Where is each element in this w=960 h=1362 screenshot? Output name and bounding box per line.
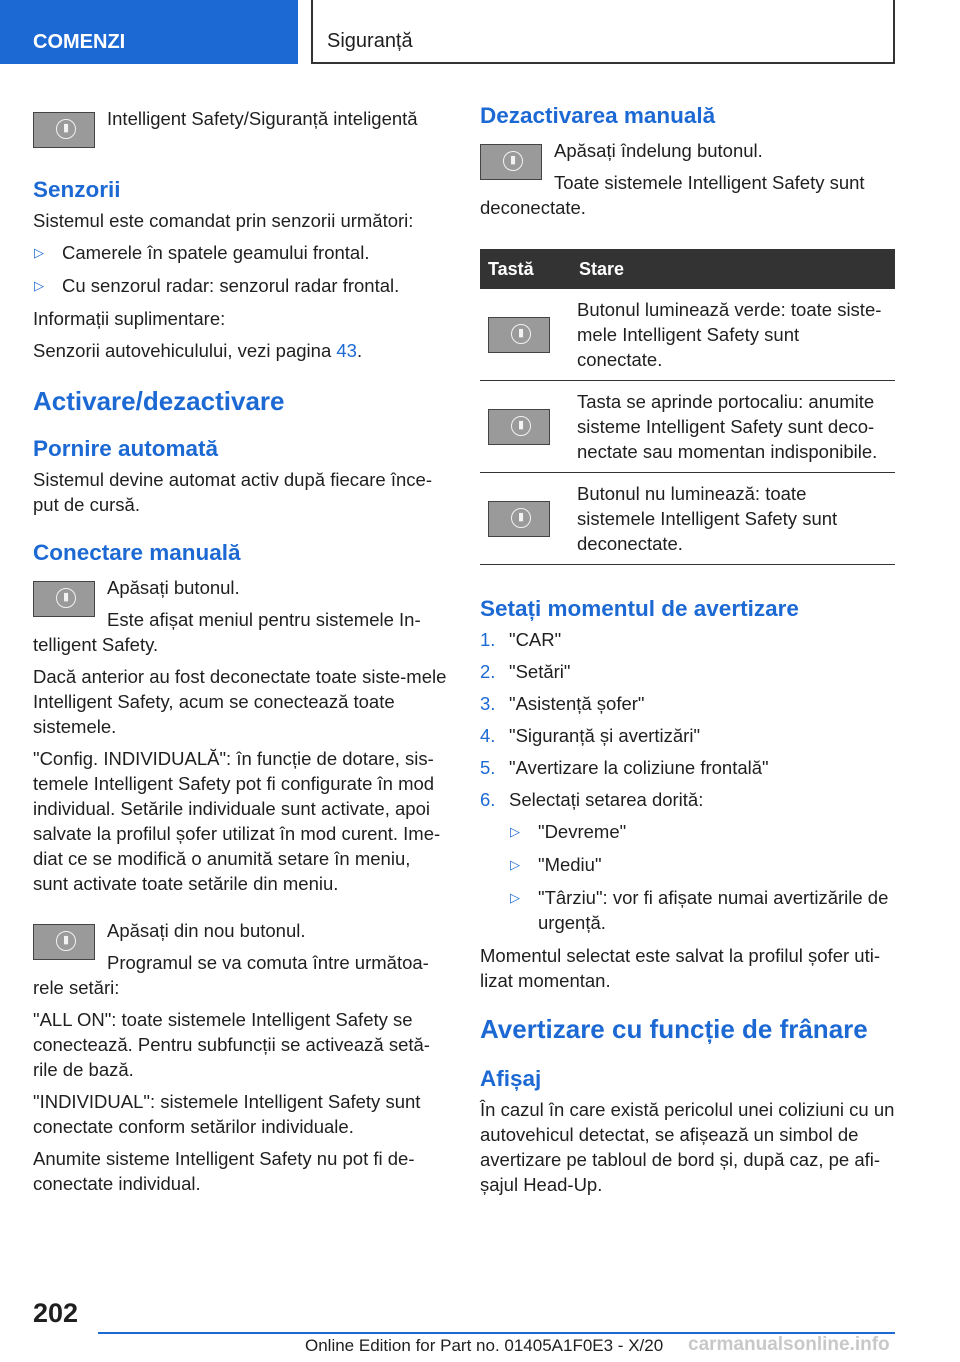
page-title: Siguranță	[311, 0, 895, 64]
setati-heading: Setați momentul de avertizare	[480, 596, 799, 621]
column-header: Tastă	[480, 249, 571, 289]
intelligent-safety-button-icon: ▮	[33, 112, 95, 148]
step-item: 6. Selectați setarea dorită: ▷ "Devreme" ▷ "Mediu" ▷ "Târziu": vor fi afișate numai avertizările de urgență.	[480, 787, 895, 935]
table-cell: Butonul nu luminează: toate sistemele Intelligent Safety sunt deconectate.	[571, 473, 895, 565]
menu-shown-text: Este afișat meniul pentru sistemele In-telligent Safety.	[33, 609, 421, 655]
table-cell: Tasta se aprinde portocaliu: anumite sisteme Intelligent Safety sunt deco-nectate sau momentan indisponibile.	[571, 381, 895, 473]
step-item: 1. "CAR"	[480, 629, 562, 650]
triangle-bullet-icon: ▷	[510, 890, 520, 905]
step-item: 4. "Siguranță și avertizări"	[480, 725, 701, 746]
conectare-heading: Conectare manuală	[33, 540, 241, 565]
left-column	[33, 98, 447, 1203]
conectare-p5: Anumite sisteme Intelligent Safety nu pot fi de-conectate individual.	[33, 1148, 415, 1194]
pornire-heading: Pornire automată	[33, 436, 219, 461]
triangle-bullet-icon: ▷	[510, 857, 520, 872]
deactivate-block	[480, 134, 895, 227]
table-header-row	[480, 249, 895, 289]
step-item: 2. "Setări"	[480, 661, 571, 682]
option-item: ▷ "Mediu"	[510, 854, 602, 875]
intelligent-safety-button-icon: ▮	[480, 144, 542, 180]
table-row	[480, 289, 895, 381]
press-again-block	[33, 914, 447, 1007]
steps-list	[480, 627, 895, 935]
intelligent-safety-button-icon: ▮	[488, 501, 550, 537]
intro-block	[33, 100, 447, 152]
intelligent-safety-button-icon: ▮	[33, 581, 95, 617]
intelligent-safety-button-icon: ▮	[33, 924, 95, 960]
dezactivare-heading: Dezactivarea manuală	[480, 103, 716, 128]
conectare-p2: "Config. INDIVIDUALĂ": în funcție de dotare, sis-temele Intelligent Safety pot fi configurate în mod individual. Setările individuale sunt activate, apoi salvate la profilul șofer utilizat în mod curent. Ime-diat ce se modifică o anumită setare în meniu, sunt activate toate setările din meniu.	[33, 748, 441, 894]
activare-heading: Activare/dezactivare	[33, 386, 285, 416]
watermark: carmanualsonline.info	[688, 1334, 890, 1355]
pornire-text: Sistemul devine automat activ după fiecare înce-put de cursă.	[33, 469, 432, 515]
intelligent-safety-button-icon: ▮	[488, 317, 550, 353]
conectare-p1: Dacă anterior au fost deconectate toate siste-mele Intelligent Safety, acum se conectează toate sistemele.	[33, 666, 447, 737]
step-item: 3. "Asistență șofer"	[480, 693, 645, 714]
afisaj-heading: Afișaj	[480, 1066, 542, 1091]
option-item: ▷ "Devreme"	[510, 821, 627, 842]
triangle-bullet-icon: ▷	[510, 824, 520, 839]
page-link[interactable]: 43	[336, 340, 357, 361]
section-tab: COMENZI	[0, 0, 298, 64]
triangle-bullet-icon: ▷	[34, 245, 44, 260]
long-press-text: Apăsați îndelung butonul.	[554, 140, 763, 161]
edition-text: Online Edition for Part no. 01405A1F0E3 - X/20	[305, 1336, 664, 1355]
conectare-p4: "INDIVIDUAL": sistemele Intelligent Safety sunt conectate conform setărilor individuale.	[33, 1091, 421, 1137]
senzorii-text: Sistemul este comandat prin senzorii următori:	[33, 210, 414, 231]
senzorii-list	[33, 240, 447, 298]
options-list	[509, 819, 895, 935]
intelligent-safety-button-icon: ▮	[488, 409, 550, 445]
senzorii-heading: Senzorii	[33, 177, 121, 202]
intro-caption: Intelligent Safety/Siguranță inteligentă	[107, 108, 418, 129]
page-reference: Senzorii autovehiculului, vezi pagina 43.	[33, 340, 363, 361]
press-again-text: Apăsați din nou butonul.	[107, 920, 306, 941]
toggle-text: Programul se va comuta între următoa-rele setări:	[33, 952, 429, 998]
franare-heading: Avertizare cu funcție de frânare	[480, 1014, 868, 1044]
table-row	[480, 473, 895, 565]
conectare-p3: "ALL ON": toate sistemele Intelligent Safety se conectează. Pentru subfuncții se activează setă-rile de bază.	[33, 1009, 430, 1080]
column-header: Stare	[571, 249, 895, 289]
list-item: ▷ Cu senzorul radar: senzorul radar frontal.	[34, 275, 400, 296]
all-off-text: Toate sistemele Intelligent Safety sunt deconectate.	[480, 172, 865, 218]
right-column	[480, 98, 895, 1204]
table-row	[480, 381, 895, 473]
list-item: ▷ Camerele în spatele geamului frontal.	[34, 242, 370, 263]
step-item: 5. "Avertizare la coliziune frontală"	[480, 757, 769, 778]
afisaj-text: În cazul în care există pericolul unei coliziuni cu un autovehicul detectat, se afișează un simbol de avertizare pe tabloul de bord și, după caz, pe afi-șajul Head-Up.	[480, 1099, 895, 1195]
option-item: ▷ "Târziu": vor fi afișate numai avertizările de urgență.	[510, 887, 889, 933]
table-cell: Butonul luminează verde: toate siste-mele Intelligent Safety sunt conectate.	[571, 289, 895, 381]
triangle-bullet-icon: ▷	[34, 278, 44, 293]
info-label: Informații suplimentare:	[33, 308, 226, 329]
button-state-table	[480, 249, 895, 565]
saved-text: Momentul selectat este salvat la profilul șofer uti-lizat momentan.	[480, 945, 880, 991]
press-text: Apăsați butonul.	[107, 577, 240, 598]
press-block	[33, 571, 447, 664]
page-number: 202	[33, 1298, 79, 1328]
